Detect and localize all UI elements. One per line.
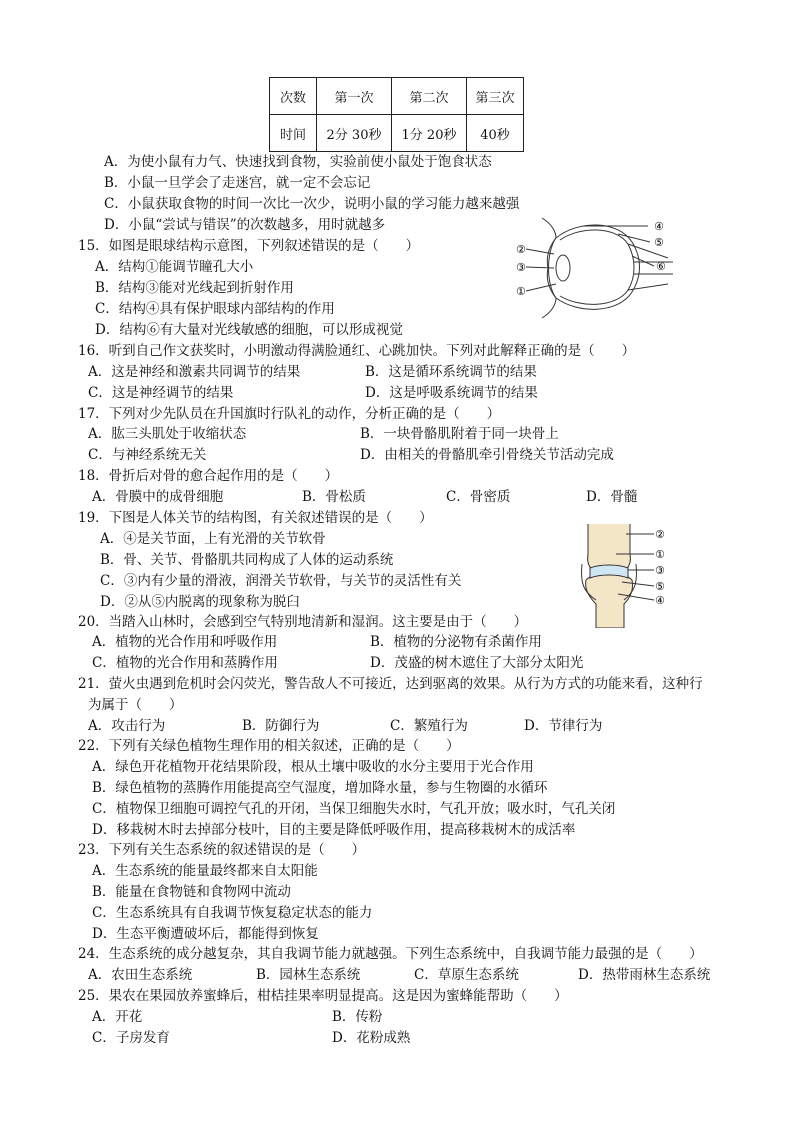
q15-option-b: B．结构③能对光线起到折射作用 xyxy=(95,280,294,296)
q20-option-b: B．植物的分泌物有杀菌作用 xyxy=(370,634,542,650)
q15-stem: 15．如图是眼球结构示意图，下列叙述错误的是（ ） xyxy=(78,238,420,254)
q21-stem: 21．萤火虫遇到危机时会闪荧光，警告敌人不可接近，达到驱离的效果。从行为方式的功能来看，这种行 xyxy=(78,676,703,692)
joint-diagram xyxy=(576,524,668,628)
q24-stem: 24．生态系统的成分越复杂，其自我调节能力就越强。下列生态系统中，自我调节能力最强的是（ ） xyxy=(78,946,703,962)
joint-label-4: ④ xyxy=(655,594,665,607)
q18-option-b: B．骨松质 xyxy=(302,489,366,505)
q25-option-c: C．子房发育 xyxy=(92,1030,170,1046)
q14-option-d: D．小鼠“尝试与错误”的次数越多，用时就越多 xyxy=(104,217,386,233)
q16-option-a: A．这是神经和激素共同调节的结果 xyxy=(88,364,301,380)
table-cell: 40秒 xyxy=(467,115,524,152)
q21-option-d: D．节律行为 xyxy=(524,718,603,734)
q15-option-d: D．结构⑥有大量对光线敏感的细胞，可以形成视觉 xyxy=(95,322,403,338)
joint-label-2: ② xyxy=(655,528,665,541)
eye-outline xyxy=(526,218,673,318)
joint-label-3: ③ xyxy=(655,564,665,577)
q17-option-a: A．肱三头肌处于收缩状态 xyxy=(88,426,247,442)
q23-option-c: C．生态系统具有自我调节恢复稳定状态的能力 xyxy=(92,905,373,921)
q21-option-a: A．攻击行为 xyxy=(88,718,166,734)
table-cell: 2分 30秒 xyxy=(317,115,392,152)
q21-option-c: C．繁殖行为 xyxy=(390,718,468,734)
q19-option-a: A．④是关节面，上有光滑的关节软骨 xyxy=(100,531,326,547)
q25-option-b: B．传粉 xyxy=(332,1009,383,1025)
q22-option-a: A．绿色开花植物开花结果阶段，根从土壤中吸收的水分主要用于光合作用 xyxy=(92,759,534,775)
q24-option-a: A．农田生态系统 xyxy=(88,967,193,983)
q23-option-a: A．生态系统的能量最终都来自太阳能 xyxy=(92,863,318,879)
q25-option-d: D．花粉成熟 xyxy=(332,1030,411,1046)
q16-option-b: B．这是循环系统调节的结果 xyxy=(365,364,537,380)
eye-label-2: ② xyxy=(516,243,526,256)
q21-option-b: B．防御行为 xyxy=(242,718,320,734)
q25-option-a: A．开花 xyxy=(92,1009,143,1025)
q18-stem: 18．骨折后对骨的愈合起作用的是（ ） xyxy=(78,468,339,484)
q18-option-d: D．骨髓 xyxy=(586,489,638,505)
q24-option-d: D．热带雨林生态系统 xyxy=(578,967,711,983)
joint-outline xyxy=(582,524,654,628)
q24-option-c: C．草原生态系统 xyxy=(414,967,519,983)
q19-option-b: B．骨、关节、骨骼肌共同构成了人体的运动系统 xyxy=(100,552,394,568)
q20-option-c: C．植物的光合作用和蒸腾作用 xyxy=(92,655,278,671)
table-header-row xyxy=(270,78,524,115)
table-header-cell: 第三次 xyxy=(467,78,524,115)
q19-stem: 19．下图是人体关节的结构图，有关叙述错误的是（ ） xyxy=(78,510,433,526)
q15-option-c: C．结构④具有保护眼球内部结构的作用 xyxy=(95,301,335,317)
q17-option-c: C．与神经系统无关 xyxy=(88,447,207,463)
eye-label-6: ⑥ xyxy=(656,260,666,273)
q20-option-d: D．茂盛的树木遮住了大部分太阳光 xyxy=(370,655,584,671)
q16-option-d: D．这是呼吸系统调节的结果 xyxy=(365,385,538,401)
q14-option-b: B．小鼠一旦学会了走迷宫，就一定不会忘记 xyxy=(104,175,371,191)
q24-option-b: B．园林生态系统 xyxy=(256,967,361,983)
eye-label-3: ③ xyxy=(516,261,526,274)
q18-option-c: C．骨密质 xyxy=(446,489,511,505)
joint-label-1: ① xyxy=(655,548,665,561)
joint-label-5: ⑤ xyxy=(655,580,665,593)
eye-label-1: ① xyxy=(516,285,526,298)
q20-stem: 20．当踏入山林时，会感到空气特别地清新和湿润。这主要是由于（ ） xyxy=(78,614,528,630)
q17-stem: 17．下列对少先队员在升国旗时行队礼的动作，分析正确的是（ ） xyxy=(78,406,501,422)
q22-option-b: B．绿色植物的蒸腾作用能提高空气湿度，增加降水量，参与生物圈的水循环 xyxy=(92,780,548,796)
time-table xyxy=(269,77,524,152)
q16-stem: 16．听到自己作文获奖时，小明激动得满脸通红、心跳加快。下列对此解释正确的是（ ） xyxy=(78,343,636,359)
table-header-cell: 第一次 xyxy=(317,78,392,115)
table-cell: 1分 20秒 xyxy=(392,115,467,152)
q16-option-c: C．这是神经调节的结果 xyxy=(88,385,234,401)
q21-stem-continued: 为属于（ ） xyxy=(88,697,183,713)
q17-option-b: B．一块骨骼肌附着于同一块骨上 xyxy=(360,426,559,442)
eye-label-4: ④ xyxy=(654,220,664,233)
q18-option-a: A．骨膜中的成骨细胞 xyxy=(92,489,224,505)
q14-option-c: C．小鼠获取食物的时间一次比一次少，说明小鼠的学习能力越来越强 xyxy=(104,196,520,212)
q25-stem: 25．果农在果园放养蜜蜂后，柑桔挂果率明显提高。这是因为蜜蜂能帮助（ ） xyxy=(78,988,568,1004)
q15-option-a: A．结构①能调节瞳孔大小 xyxy=(95,259,254,275)
eye-diagram xyxy=(508,214,673,322)
q23-option-d: D．生态平衡遭破坏后，都能得到恢复 xyxy=(92,926,319,942)
table-header-cell: 次数 xyxy=(270,78,317,115)
q17-option-d: D．由相关的骨骼肌牵引骨绕关节活动完成 xyxy=(360,447,614,463)
q22-stem: 22．下列有关绿色植物生理作用的相关叙述，正确的是（ ） xyxy=(78,738,460,754)
table-header-cell: 第二次 xyxy=(392,78,467,115)
q22-option-c: C．植物保卫细胞可调控气孔的开闭，当保卫细胞失水时，气孔开放；吸水时，气孔关闭 xyxy=(92,801,616,817)
q23-option-b: B．能量在食物链和食物网中流动 xyxy=(92,884,291,900)
eye-label-5: ⑤ xyxy=(654,236,664,249)
q14-option-a: A．为使小鼠有力气、快速找到食物，实验前使小鼠处于饱食状态 xyxy=(104,154,492,170)
table-row xyxy=(270,115,524,152)
table-cell: 时间 xyxy=(270,115,317,152)
q23-stem: 23．下列有关生态系统的叙述错误的是（ ） xyxy=(78,842,366,858)
q22-option-d: D．移栽树木时去掉部分枝叶，目的主要是降低呼吸作用，提高移栽树木的成活率 xyxy=(92,822,576,838)
q19-option-c: C．③内有少量的滑液，润滑关节软骨，与关节的灵活性有关 xyxy=(100,573,462,589)
q20-option-a: A．植物的光合作用和呼吸作用 xyxy=(92,634,278,650)
q19-option-d: D．②从⑤内脱离的现象称为脱臼 xyxy=(100,594,300,610)
